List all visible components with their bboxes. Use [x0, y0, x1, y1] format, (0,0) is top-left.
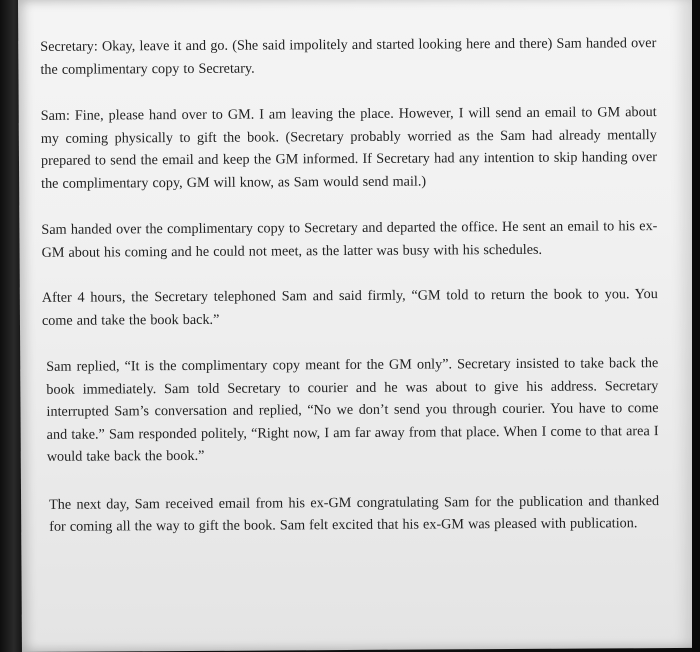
- photo-right-edge: [692, 0, 700, 652]
- paragraph-1: Secretary: Okay, leave it and go. (She said impolitely and started looking here and there) Sam handed over the complimentary copy to Secretary.: [40, 35, 657, 78]
- paragraph-5: Sam replied, “It is the complimentary copy meant for the GM only”. Secretary insisted to take back the book immediately. Sam told Secretary to courier and he was about to give his address. Secretary interrupted Sam’s conversation and replied, “No we don’t send you through courier. You have to come and take.” Sam responded politely, “Right now, I am far away from that place. When I come to that area I would take back the book.”: [46, 355, 659, 465]
- paragraph-6: The next day, Sam received email from his ex-GM congratulating Sam for the publication and thanked for coming all the way to gift the book. Sam felt excited that his ex-GM was pleased with publication.: [49, 492, 660, 535]
- paragraph-4: After 4 hours, the Secretary telephoned Sam and said firmly, “GM told to return the book to you. You come and take the book back.”: [41, 286, 658, 329]
- printed-page: [18, 0, 696, 652]
- paragraph-3: Sam handed over the complimentary copy to Secretary and departed the office. He sent an email to his ex-GM about his coming and he could not meet, as the latter was busy with his schedules.: [41, 218, 658, 261]
- paragraph-2: Sam: Fine, please hand over to GM. I am leaving the place. However, I will send an email to GM about my coming physically to gift the book. (Secretary probably worried as the Sam had already mentally prepared to send the email and keep the GM informed. If Secretary had any intention to skip handing over the complimentary copy, GM will know, as Sam would send mail.): [40, 104, 658, 192]
- document-body: [40, 32, 659, 559]
